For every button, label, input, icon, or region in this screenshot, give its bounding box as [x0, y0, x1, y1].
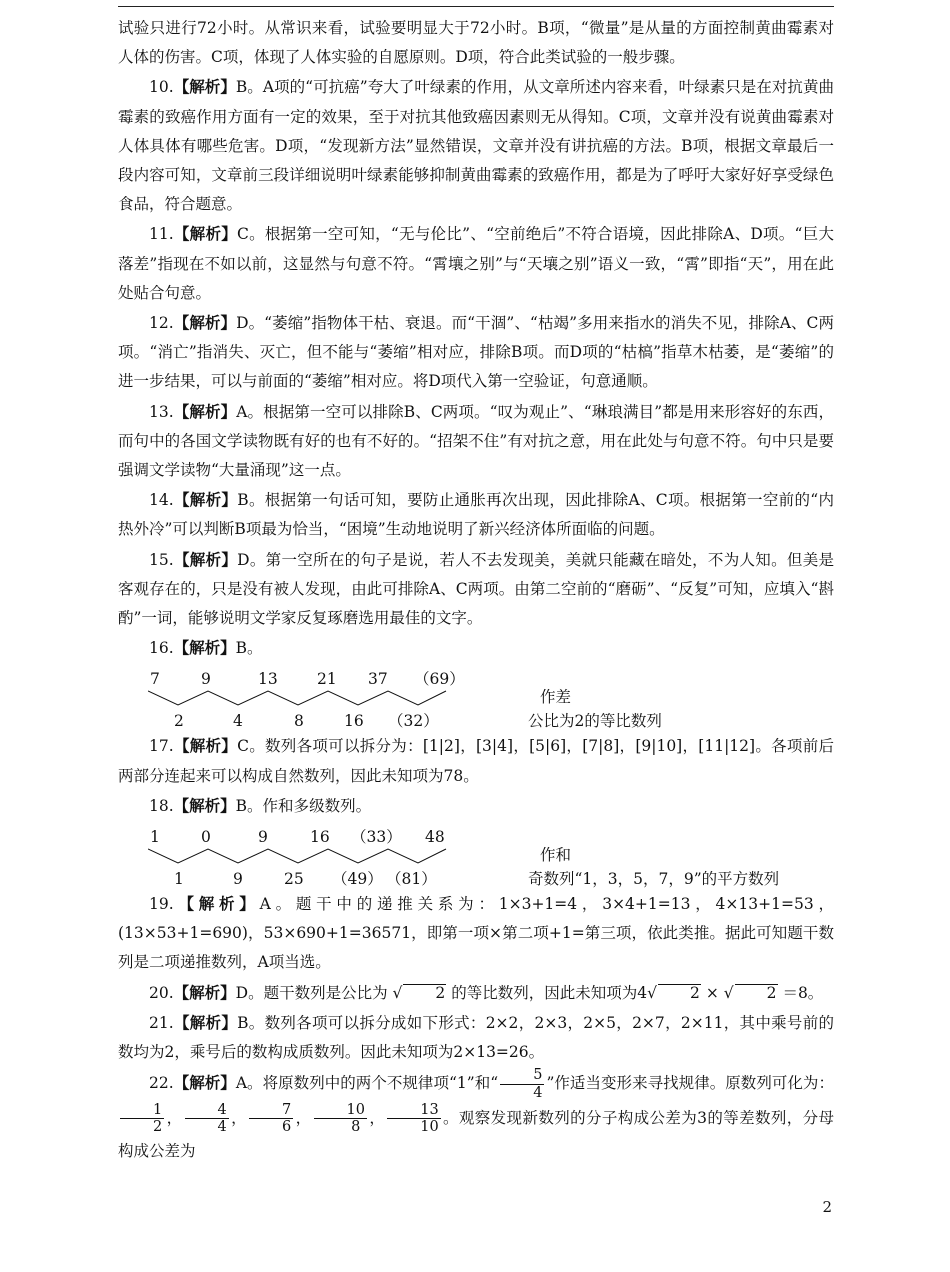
answer-number: 22. [149, 1074, 174, 1093]
fraction [120, 1102, 164, 1136]
sequence-term: 9 [258, 828, 268, 847]
analysis-tag: 【解析】 [173, 982, 236, 1002]
sequence-term: 9 [201, 670, 211, 689]
answer-text: ＝8。 [782, 983, 824, 1002]
answer-text: A。题干中的递推关系为：1×3+1=4，3×4+1=13，4×13+1=53，(13×53+1=690)，53×690+1=36571，即第一项×第二项+1=第三项，依此类推。据此可知题干数列是二项递推数列，A项当选。 [118, 895, 834, 972]
zigzag-connector [148, 847, 448, 865]
answer-text: B。A项的“可抗癌”夸大了叶绿素的作用，从文章所述内容来看，叶绿素只是在对抗黄曲霉素的致癌作用方面有一定的效果，至于对抗其他致癌因素则无从得知。C项，文章并没有说黄曲霉素对人体具体有哪些危害。D项，“发现新方法”显然错误，文章并没有讲抗癌的方法。B项，根据文章最后一段内容可知，文章前三段详细说明叶绿素能够抑制黄曲霉素的致癌作用，都是为了呼吁大家好好享受绿色食品，符合题意。 [118, 78, 834, 214]
answer-18 [118, 791, 834, 821]
answer-number: 14. [149, 491, 174, 510]
fraction [500, 1067, 544, 1101]
fraction-numerator: 7 [249, 1102, 293, 1120]
sum-term: 1 [174, 870, 184, 889]
fraction-denominator: 6 [282, 1119, 292, 1136]
answer-text: B。 [235, 639, 263, 658]
answer-text: A。根据第一空可以排除B、C两项。“叹为观止”、“琳琅满目”都是用来形容好的东西，而句中的各国文学读物既有好的也有不好的。“招架不住”有对抗之意，用在此处与句意不符。句中只是要强调文学读物“大量涌现”这一点。 [118, 402, 834, 480]
analysis-tag: 【解析】 [173, 795, 236, 815]
diagram-note: 公比为2的等比数列 [528, 712, 662, 731]
times-sign: × [705, 983, 719, 1002]
analysis-tag: 【解析】 [173, 894, 260, 914]
answer-number: 20. [149, 983, 174, 1002]
fraction-denominator: 10 [420, 1119, 439, 1136]
sequence-term: 37 [368, 670, 388, 689]
answer-text: D。题干数列是公比为 [235, 983, 388, 1002]
fraction-numerator: 5 [500, 1067, 544, 1085]
analysis-tag: 【解析】 [173, 1012, 238, 1032]
sequence-term: （69） [414, 670, 465, 689]
answer-text: C。数列各项可以拆分为：[1|2]，[3|4]，[5|6]，[7|8]，[9|10]，[11|12]。各项前后两部分连起来可以构成自然数列，因此未知项为78。 [118, 737, 834, 785]
analysis-tag: 【解析】 [173, 736, 238, 756]
answer-text: D。第一空所在的句子是说，若人不去发现美，美就只能藏在暗处，不为人知。但美是客观存在的，只是没有被人发现，由此可排除A、C两项。由第二空前的“磨砺”、“反复”可知，应填入“斟酌”一词，能够说明文学家反复琢磨选用最佳的文字。 [118, 550, 834, 628]
difference-term: 4 [233, 712, 243, 731]
sqrt-radicand: 2 [403, 984, 446, 1002]
fraction [185, 1102, 229, 1136]
answer-number: 21. [149, 1013, 174, 1032]
answer-number: 16. [149, 639, 174, 658]
fraction-numerator: 10 [314, 1102, 367, 1120]
header-rule [118, 6, 834, 7]
page-content [118, 14, 834, 1167]
answer-number: 12. [149, 314, 174, 333]
fraction-numerator: 4 [185, 1102, 229, 1120]
sqrt-radicand: 2 [658, 984, 701, 1002]
sum-term: （49） [332, 870, 383, 889]
sequence-term: 7 [150, 670, 160, 689]
answer-19 [118, 889, 834, 978]
answer-10 [118, 72, 834, 219]
sequence-term: 1 [150, 828, 160, 847]
analysis-tag: 【解析】 [173, 549, 238, 569]
answer-number: 17. [149, 737, 174, 756]
analysis-tag: 【解析】 [173, 638, 236, 658]
answer-14 [118, 485, 834, 544]
fraction-numerator: 1 [120, 1102, 164, 1120]
answer-number: 13. [149, 402, 174, 421]
fraction-denominator: 4 [217, 1119, 227, 1136]
sum-sequence-diagram [118, 823, 834, 889]
analysis-tag: 【解析】 [173, 1073, 236, 1093]
answer-16 [118, 633, 834, 663]
fraction-denominator: 4 [533, 1084, 543, 1101]
answer-12 [118, 308, 834, 397]
answer-11 [118, 219, 834, 308]
answer-number: 10. [149, 78, 174, 97]
answer-text: D。“萎缩”指物体干枯、衰退。而“干涸”、“枯竭”多用来指水的消失不见，排除A、C两项。“消亡”指消失、灭亡，但不能与“萎缩”相对应，排除B项。而D项的“枯槁”指草木枯萎，是“萎缩”的进一步结果，可以与前面的“萎缩”相对应。将D项代入第一空验证，句意通顺。 [118, 314, 834, 391]
difference-term: 16 [344, 712, 364, 731]
answer-number: 18. [149, 796, 174, 815]
answer-number: 15. [149, 550, 174, 569]
fraction-denominator: 2 [153, 1119, 163, 1136]
sum-term: 9 [233, 870, 243, 889]
sequence-term: 48 [425, 828, 445, 847]
answer-text: C。根据第一空可知，“无与伦比”、“空前绝后”不符合语境，因此排除A、D项。“巨大落差”指现在不如以前，这显然与句意不符。“霄壤之别”与“天壤之别”语义一致，“霄”即指“天”，用在此处贴合句意。 [118, 225, 834, 302]
analysis-tag: 【解析】 [173, 313, 237, 333]
answer-text: B。数列各项可以拆分成如下形式：2×2，2×3，2×5，2×7，2×11，其中乘号前的数均为2，乘号后的数构成质数列。因此未知项为2×13=26。 [118, 1013, 834, 1062]
answer-text: 的等比数列，因此未知项为4 [451, 983, 648, 1002]
analysis-tag: 【解析】 [173, 77, 236, 97]
analysis-tag: 【解析】 [173, 401, 237, 421]
answer-text: ”作适当变形来寻找规律。原数列可化为： [546, 1074, 834, 1093]
answer-text: B。作和多级数列。 [235, 796, 372, 815]
answer-21 [118, 1008, 834, 1067]
difference-term: （32） [388, 712, 439, 731]
sqrt-radicand: 2 [735, 984, 778, 1002]
answer-text: A。将原数列中的两个不规律项“1”和“ [235, 1074, 499, 1093]
fraction [387, 1102, 440, 1136]
answer-number: 19. [149, 895, 174, 914]
diagram-note: 奇数列“1，3，5，7，9”的平方数列 [528, 870, 780, 889]
answer-15 [118, 545, 834, 634]
sequence-term: 16 [310, 828, 330, 847]
fraction [249, 1102, 293, 1136]
answer-13 [118, 397, 834, 486]
diagram-note: 作和 [540, 846, 572, 865]
answer-number: 11. [149, 225, 174, 244]
answer-22: 22.【解析】A。将原数列中的两个不规律项“1”和“ $\frac{5}{4}$ ”作适当变形来寻找规律。原数列可化为： $\frac{1}{2}$ ， $\frac{4}{4}$ ， $\frac{7}{6}$ ， $\frac{10}{8}$ ， $\frac{13}{10}$ 。观察发现新数列的分子构成公差为3的等差数列，分母构成公差为 [118, 1067, 834, 1160]
answer-text: 。观察发现新数列的分子构成公差为3的等差数列，分母构成公差为 [118, 1108, 834, 1160]
page-number: 2 [822, 1198, 832, 1216]
difference-sequence-diagram [118, 665, 834, 731]
diagram-note: 作差 [540, 688, 572, 707]
difference-term: 8 [294, 712, 304, 731]
previous-answer-tail: 试验只进行72小时。从常识来看，试验要明显大于72小时。B项，“微量”是从量的方面控制黄曲霉素对人体的伤害。C项，体现了人体实验的自愿原则。D项，符合此类试验的一般步骤。 [118, 19, 834, 67]
sequence-term: （33） [351, 828, 402, 847]
analysis-tag: 【解析】 [173, 490, 238, 510]
answer-17 [118, 731, 834, 790]
sum-term: 25 [284, 870, 304, 889]
answer-text: B。根据第一句话可知，要防止通胀再次出现，因此排除A、C项。根据第一空前的“内热外冷”可以判断B项最为恰当，“困境”生动地说明了新兴经济体所面临的问题。 [118, 491, 834, 539]
zigzag-connector [148, 689, 448, 707]
sequence-term: 21 [317, 670, 337, 689]
sequence-term: 0 [201, 828, 211, 847]
fraction [314, 1102, 367, 1136]
answer-20: 20.【解析】D。题干数列是公比为 √ 2 的等比数列，因此未知项为4√ 2 × √ 2 ＝8。 [149, 982, 824, 1002]
difference-term: 2 [174, 712, 184, 731]
analysis-tag: 【解析】 [173, 224, 237, 244]
sum-term: （81） [386, 870, 437, 889]
fraction-numerator: 13 [387, 1102, 440, 1120]
fraction-denominator: 8 [351, 1119, 361, 1136]
sequence-term: 13 [258, 670, 278, 689]
